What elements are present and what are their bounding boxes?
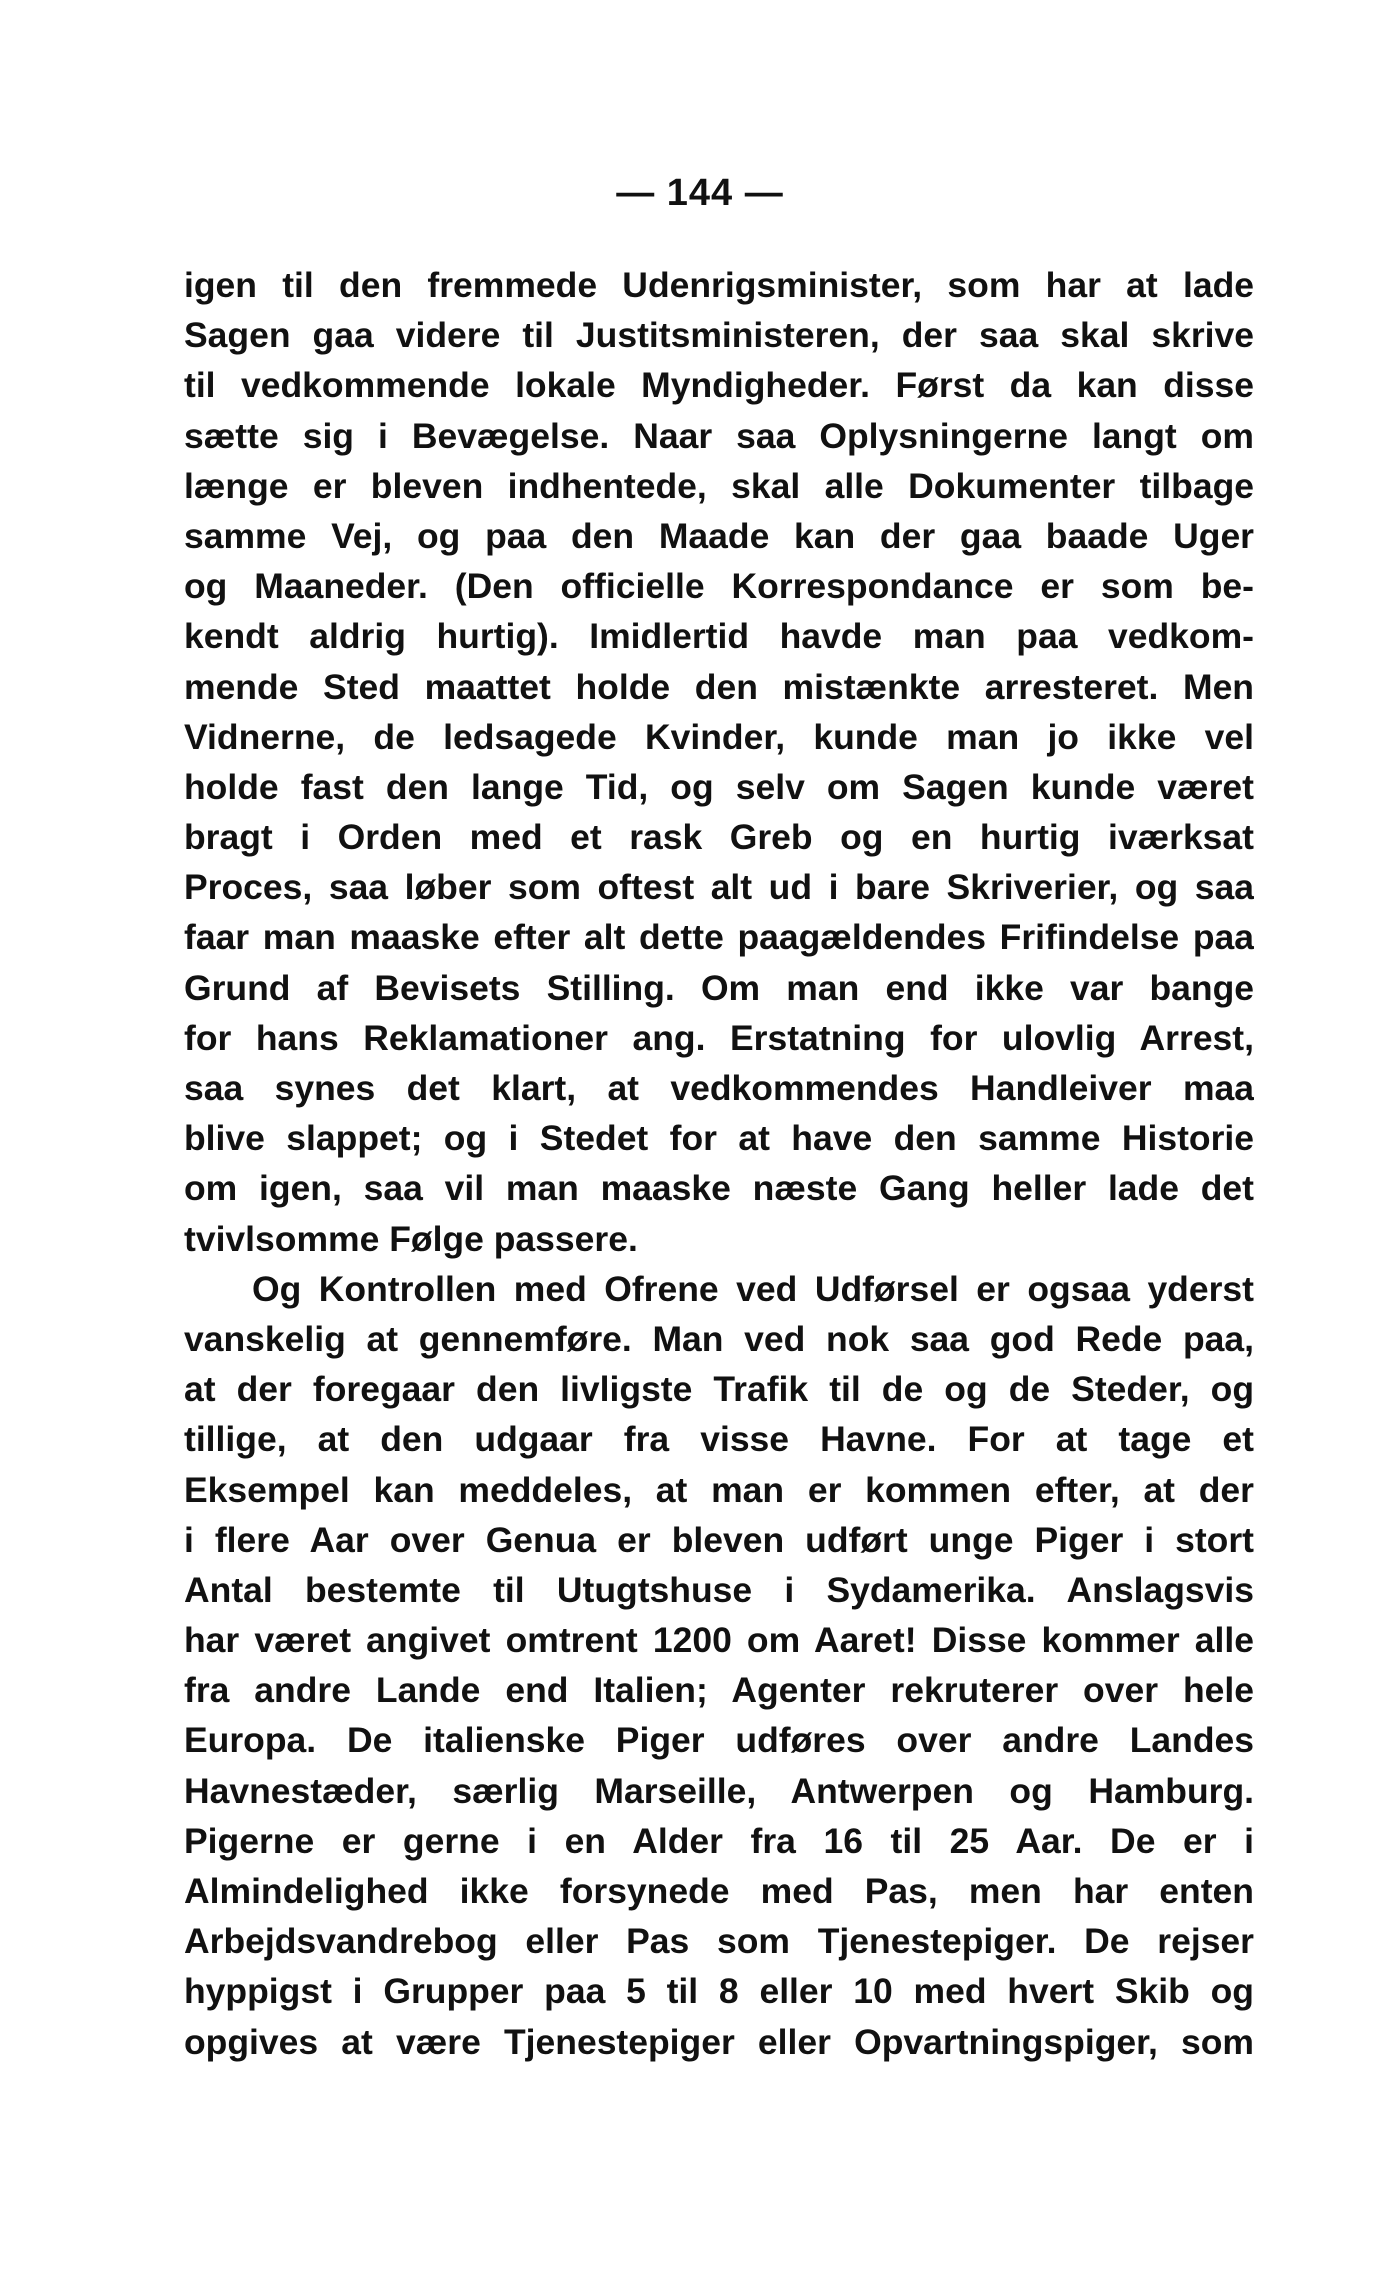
text-line: vanskelig at gennemføre. Man ved nok saa god Rede paa, bbox=[184, 1318, 1254, 1359]
text-line: holde fast den lange Tid, og selv om Sagen kunde været bbox=[184, 766, 1254, 807]
text-line: igen til den fremmede Udenrigsminister, som har at lade bbox=[184, 265, 1254, 305]
text-line: bragt i Orden med et rask Greb og en hurtig iværksat bbox=[184, 817, 1254, 858]
text-line: tvivlsomme Følge passere. bbox=[184, 1218, 638, 1259]
text-line: saa synes det klart, at vedkommendes Handleiver maa bbox=[184, 1068, 1254, 1108]
text-line: i flere Aar over Genua er bleven udført unge Piger i stort bbox=[184, 1519, 1254, 1560]
text-line: Grund af Bevisets Stilling. Om man end ikke var bange bbox=[184, 967, 1254, 1008]
text-line: opgives at være Tjenestepiger eller Opvartningspiger, som bbox=[184, 2021, 1254, 2062]
text-line: længe er bleven indhentede, skal alle Dokumenter tilbage bbox=[184, 465, 1254, 506]
text-line: og Maaneder. (Den officielle Korrespondance er som be- bbox=[184, 566, 1254, 607]
text-line: Proces, saa løber som oftest alt ud i bare Skriverier, og saa bbox=[184, 867, 1254, 908]
text-line: hyppigst i Grupper paa 5 til 8 eller 10 med hvert Skib og bbox=[184, 1971, 1254, 2012]
text-line: om igen, saa vil man maaske næste Gang heller lade det bbox=[184, 1168, 1254, 1209]
text-line: faar man maaske efter alt dette paagældendes Frifindelse paa bbox=[184, 917, 1254, 958]
text-line: Pigerne er gerne i en Alder fra 16 til 25 Aar. De er i bbox=[184, 1820, 1254, 1861]
body-text bbox=[184, 260, 1254, 2067]
text-line: Arbejdsvandrebog eller Pas som Tjenestepiger. De rejser bbox=[184, 1921, 1254, 1962]
text-line: Vidnerne, de ledsagede Kvinder, kunde man jo ikke vel bbox=[184, 716, 1254, 757]
text-line: Sagen gaa videre til Justitsministeren, der saa skal skrive bbox=[184, 315, 1254, 356]
text-line: Europa. De italienske Piger udføres over andre Landes bbox=[184, 1720, 1254, 1761]
text-line: blive slappet; og i Stedet for at have den samme Historie bbox=[184, 1118, 1254, 1159]
text-line: fra andre Lande end Italien; Agenter rekruterer over hele bbox=[184, 1670, 1254, 1711]
text-line: sætte sig i Bevægelse. Naar saa Oplysningerne langt om bbox=[184, 415, 1254, 456]
text-line: kendt aldrig hurtig). Imidlertid havde man paa vedkom- bbox=[184, 616, 1254, 657]
text-line: samme Vej, og paa den Maade kan der gaa baade Uger bbox=[184, 515, 1254, 556]
text-line: til vedkommende lokale Myndigheder. Først da kan disse bbox=[184, 365, 1254, 406]
text-line: tillige, at den udgaar fra visse Havne. For at tage et bbox=[184, 1419, 1254, 1460]
text-line: Havnestæder, særlig Marseille, Antwerpen og Hamburg. bbox=[184, 1770, 1254, 1811]
page-number: — 144 — bbox=[616, 172, 784, 214]
text-line: for hans Reklamationer ang. Erstatning for ulovlig Arrest, bbox=[184, 1017, 1254, 1058]
text-line: Og Kontrollen med Ofrene ved Udførsel er ogsaa yderst bbox=[252, 1268, 1254, 1309]
text-line: mende Sted maattet holde den mistænkte arresteret. Men bbox=[184, 666, 1254, 707]
text-line: Almindelighed ikke forsynede med Pas, men har enten bbox=[184, 1871, 1254, 1911]
text-line: har været angivet omtrent 1200 om Aaret! Disse kommer alle bbox=[184, 1620, 1254, 1661]
text-line: Antal bestemte til Utugtshuse i Sydamerika. Anslagsvis bbox=[184, 1569, 1254, 1610]
text-line: Eksempel kan meddeles, at man er kommen efter, at der bbox=[184, 1469, 1254, 1510]
text-line: at der foregaar den livligste Trafik til de og de Steder, og bbox=[184, 1369, 1254, 1410]
